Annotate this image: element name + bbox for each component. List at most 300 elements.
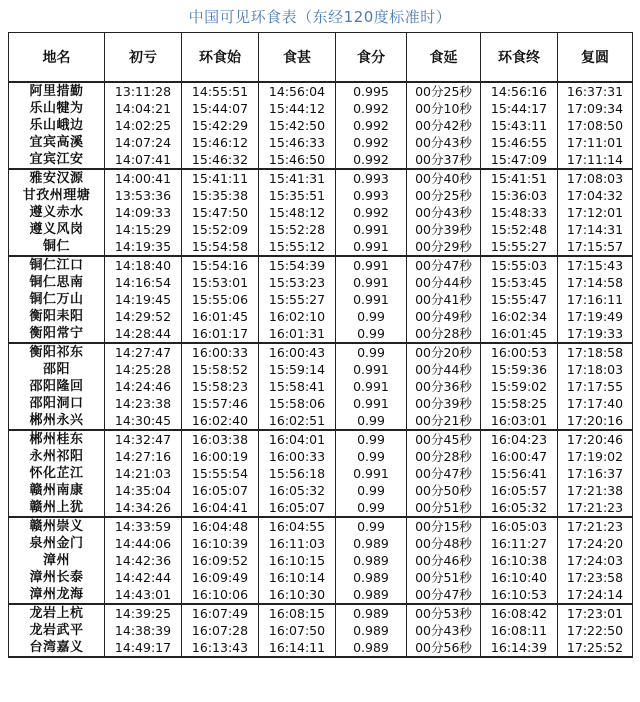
- cell-last-contact: 17:16:37: [558, 465, 633, 482]
- cell-magnitude: 0.991: [336, 378, 407, 395]
- cell-first-contact: 14:00:41: [105, 169, 182, 187]
- cell-maximum: 15:41:31: [259, 169, 336, 187]
- cell-maximum: 15:56:18: [259, 465, 336, 482]
- cell-magnitude: 0.99: [336, 482, 407, 499]
- cell-first-contact: 14:24:46: [105, 378, 182, 395]
- cell-first-contact: 14:04:21: [105, 100, 182, 117]
- cell-first-contact: 14:32:47: [105, 430, 182, 448]
- cell-first-contact: 14:25:28: [105, 361, 182, 378]
- cell-last-contact: 16:37:31: [558, 82, 633, 100]
- cell-first-contact: 14:35:04: [105, 482, 182, 499]
- table-row: [9, 412, 633, 430]
- cell-annular-end: 16:14:39: [481, 639, 558, 657]
- cell-annular-start: 16:10:39: [182, 535, 259, 552]
- cell-maximum: 15:58:41: [259, 378, 336, 395]
- cell-last-contact: 17:23:01: [558, 604, 633, 622]
- cell-last-contact: 17:11:14: [558, 151, 633, 169]
- cell-maximum: 16:04:55: [259, 517, 336, 535]
- cell-duration: 00分48秒: [407, 535, 481, 552]
- cell-location: 邵阳洞口: [9, 395, 105, 412]
- table-title: 中国可见环食表（东经120度标准时）: [188, 8, 452, 26]
- cell-magnitude: 0.991: [336, 221, 407, 238]
- cell-maximum: 15:42:50: [259, 117, 336, 134]
- cell-annular-start: 16:10:06: [182, 586, 259, 604]
- cell-annular-end: 15:56:41: [481, 465, 558, 482]
- cell-first-contact: 14:28:44: [105, 325, 182, 343]
- cell-duration: 00分28秒: [407, 325, 481, 343]
- header-first-contact: 初亏: [105, 33, 182, 83]
- cell-location: 泉州金门: [9, 535, 105, 552]
- cell-annular-start: 16:03:38: [182, 430, 259, 448]
- cell-magnitude: 0.99: [336, 517, 407, 535]
- cell-maximum: 14:56:04: [259, 82, 336, 100]
- cell-magnitude: 0.991: [336, 361, 407, 378]
- cell-duration: 00分47秒: [407, 586, 481, 604]
- cell-annular-end: 15:58:25: [481, 395, 558, 412]
- cell-maximum: 15:44:12: [259, 100, 336, 117]
- cell-magnitude: 0.992: [336, 204, 407, 221]
- header-row: [9, 33, 633, 83]
- cell-first-contact: 14:30:45: [105, 412, 182, 430]
- cell-annular-end: 16:03:01: [481, 412, 558, 430]
- cell-first-contact: 14:15:29: [105, 221, 182, 238]
- table-row: [9, 361, 633, 378]
- cell-magnitude: 0.991: [336, 256, 407, 274]
- cell-location: 漳州龙海: [9, 586, 105, 604]
- cell-first-contact: 14:42:44: [105, 569, 182, 586]
- cell-duration: 00分29秒: [407, 238, 481, 256]
- header-last-contact: 复圆: [558, 33, 633, 83]
- cell-magnitude: 0.989: [336, 569, 407, 586]
- cell-first-contact: 14:34:26: [105, 499, 182, 517]
- cell-last-contact: 17:08:50: [558, 117, 633, 134]
- cell-annular-start: 15:53:01: [182, 274, 259, 291]
- cell-first-contact: 13:11:28: [105, 82, 182, 100]
- cell-magnitude: 0.991: [336, 465, 407, 482]
- cell-annular-start: 15:46:12: [182, 134, 259, 151]
- cell-last-contact: 17:24:14: [558, 586, 633, 604]
- cell-annular-start: 16:05:07: [182, 482, 259, 499]
- cell-annular-end: 16:00:53: [481, 343, 558, 361]
- cell-magnitude: 0.991: [336, 291, 407, 308]
- table-row: [9, 378, 633, 395]
- cell-maximum: 15:55:12: [259, 238, 336, 256]
- cell-annular-start: 16:07:49: [182, 604, 259, 622]
- cell-duration: 00分28秒: [407, 448, 481, 465]
- cell-annular-start: 15:58:23: [182, 378, 259, 395]
- cell-duration: 00分36秒: [407, 378, 481, 395]
- table-row: [9, 343, 633, 361]
- cell-first-contact: 14:07:24: [105, 134, 182, 151]
- table-row: [9, 395, 633, 412]
- cell-maximum: 16:14:11: [259, 639, 336, 657]
- cell-last-contact: 17:17:55: [558, 378, 633, 395]
- table-row: [9, 517, 633, 535]
- table-row: [9, 448, 633, 465]
- cell-magnitude: 0.99: [336, 325, 407, 343]
- table-row: [9, 552, 633, 569]
- table-header: [9, 33, 633, 83]
- cell-first-contact: 14:27:16: [105, 448, 182, 465]
- cell-location: 衡阳耒阳: [9, 308, 105, 325]
- cell-last-contact: 17:19:49: [558, 308, 633, 325]
- table-row: [9, 221, 633, 238]
- cell-annular-start: 15:35:38: [182, 187, 259, 204]
- cell-maximum: 15:55:27: [259, 291, 336, 308]
- cell-annular-end: 16:05:57: [481, 482, 558, 499]
- cell-magnitude: 0.992: [336, 151, 407, 169]
- cell-maximum: 15:53:23: [259, 274, 336, 291]
- cell-annular-start: 15:47:50: [182, 204, 259, 221]
- cell-annular-start: 16:02:40: [182, 412, 259, 430]
- cell-duration: 00分51秒: [407, 569, 481, 586]
- table-row: [9, 325, 633, 343]
- cell-magnitude: 0.991: [336, 395, 407, 412]
- cell-annular-start: 15:46:32: [182, 151, 259, 169]
- header-annular-start: 环食始: [182, 33, 259, 83]
- cell-maximum: 16:05:32: [259, 482, 336, 499]
- cell-last-contact: 17:08:03: [558, 169, 633, 187]
- cell-last-contact: 17:20:46: [558, 430, 633, 448]
- cell-maximum: 15:35:51: [259, 187, 336, 204]
- header-magnitude: 食分: [336, 33, 407, 83]
- cell-annular-start: 15:55:54: [182, 465, 259, 482]
- cell-magnitude: 0.993: [336, 169, 407, 187]
- table-row: [9, 535, 633, 552]
- cell-duration: 00分47秒: [407, 465, 481, 482]
- cell-annular-end: 15:59:02: [481, 378, 558, 395]
- cell-duration: 00分37秒: [407, 151, 481, 169]
- cell-magnitude: 0.995: [336, 82, 407, 100]
- cell-annular-start: 15:52:09: [182, 221, 259, 238]
- cell-duration: 00分25秒: [407, 187, 481, 204]
- cell-maximum: 15:59:14: [259, 361, 336, 378]
- cell-first-contact: 14:07:41: [105, 151, 182, 169]
- cell-last-contact: 17:19:33: [558, 325, 633, 343]
- cell-last-contact: 17:19:02: [558, 448, 633, 465]
- cell-annular-start: 16:07:28: [182, 622, 259, 639]
- cell-maximum: 16:07:50: [259, 622, 336, 639]
- cell-first-contact: 14:16:54: [105, 274, 182, 291]
- cell-maximum: 16:01:31: [259, 325, 336, 343]
- cell-last-contact: 17:11:01: [558, 134, 633, 151]
- cell-last-contact: 17:24:20: [558, 535, 633, 552]
- cell-annular-end: 16:04:23: [481, 430, 558, 448]
- cell-annular-end: 16:01:45: [481, 325, 558, 343]
- table-row: [9, 586, 633, 604]
- cell-annular-end: 16:08:42: [481, 604, 558, 622]
- cell-maximum: 16:00:33: [259, 448, 336, 465]
- cell-last-contact: 17:21:23: [558, 517, 633, 535]
- cell-annular-start: 16:01:17: [182, 325, 259, 343]
- cell-last-contact: 17:21:23: [558, 499, 633, 517]
- cell-first-contact: 14:43:01: [105, 586, 182, 604]
- cell-last-contact: 17:14:58: [558, 274, 633, 291]
- cell-annular-end: 15:43:11: [481, 117, 558, 134]
- cell-location: 甘孜州理塘: [9, 187, 105, 204]
- cell-annular-end: 16:10:40: [481, 569, 558, 586]
- cell-duration: 00分15秒: [407, 517, 481, 535]
- cell-duration: 00分49秒: [407, 308, 481, 325]
- cell-maximum: 16:02:10: [259, 308, 336, 325]
- eclipse-table: [8, 32, 633, 658]
- table-row: [9, 482, 633, 499]
- cell-last-contact: 17:12:01: [558, 204, 633, 221]
- cell-location: 邵阳: [9, 361, 105, 378]
- cell-annular-start: 15:57:46: [182, 395, 259, 412]
- cell-maximum: 16:10:15: [259, 552, 336, 569]
- cell-magnitude: 0.99: [336, 343, 407, 361]
- cell-duration: 00分46秒: [407, 552, 481, 569]
- cell-last-contact: 17:15:57: [558, 238, 633, 256]
- table-row: [9, 465, 633, 482]
- cell-annular-start: 16:09:49: [182, 569, 259, 586]
- cell-location: 台湾嘉义: [9, 639, 105, 657]
- cell-duration: 00分25秒: [407, 82, 481, 100]
- cell-duration: 00分40秒: [407, 169, 481, 187]
- cell-location: 龙岩上杭: [9, 604, 105, 622]
- cell-magnitude: 0.991: [336, 238, 407, 256]
- cell-magnitude: 0.993: [336, 187, 407, 204]
- cell-magnitude: 0.99: [336, 499, 407, 517]
- cell-maximum: 15:46:50: [259, 151, 336, 169]
- cell-last-contact: 17:16:11: [558, 291, 633, 308]
- cell-annular-end: 15:52:48: [481, 221, 558, 238]
- cell-last-contact: 17:18:58: [558, 343, 633, 361]
- cell-maximum: 16:05:07: [259, 499, 336, 517]
- cell-duration: 00分43秒: [407, 134, 481, 151]
- table-row: [9, 308, 633, 325]
- cell-annular-end: 14:56:16: [481, 82, 558, 100]
- cell-location: 郴州永兴: [9, 412, 105, 430]
- cell-duration: 00分51秒: [407, 499, 481, 517]
- table-row: [9, 204, 633, 221]
- cell-annular-end: 15:36:03: [481, 187, 558, 204]
- cell-location: 赣州南康: [9, 482, 105, 499]
- table-row: [9, 134, 633, 151]
- cell-duration: 00分47秒: [407, 256, 481, 274]
- cell-last-contact: 17:21:38: [558, 482, 633, 499]
- cell-magnitude: 0.99: [336, 308, 407, 325]
- table-row: [9, 151, 633, 169]
- cell-maximum: 16:08:15: [259, 604, 336, 622]
- cell-duration: 00分42秒: [407, 117, 481, 134]
- cell-last-contact: 17:14:31: [558, 221, 633, 238]
- cell-first-contact: 14:44:06: [105, 535, 182, 552]
- cell-annular-end: 16:10:53: [481, 586, 558, 604]
- cell-location: 宜宾高溪: [9, 134, 105, 151]
- table-row: [9, 430, 633, 448]
- table-row: [9, 569, 633, 586]
- cell-maximum: 15:52:28: [259, 221, 336, 238]
- cell-annular-start: 16:09:52: [182, 552, 259, 569]
- cell-annular-end: 15:46:55: [481, 134, 558, 151]
- cell-location: 铜仁江口: [9, 256, 105, 274]
- cell-annular-end: 16:10:38: [481, 552, 558, 569]
- table-row: [9, 169, 633, 187]
- cell-maximum: 16:10:30: [259, 586, 336, 604]
- cell-first-contact: 14:29:52: [105, 308, 182, 325]
- table-row: [9, 639, 633, 657]
- cell-duration: 00分53秒: [407, 604, 481, 622]
- cell-maximum: 16:11:03: [259, 535, 336, 552]
- cell-first-contact: 14:23:38: [105, 395, 182, 412]
- cell-location: 郴州桂东: [9, 430, 105, 448]
- cell-first-contact: 14:09:33: [105, 204, 182, 221]
- cell-duration: 00分39秒: [407, 395, 481, 412]
- header-annular-end: 环食终: [481, 33, 558, 83]
- cell-duration: 00分20秒: [407, 343, 481, 361]
- cell-duration: 00分56秒: [407, 639, 481, 657]
- cell-annular-start: 16:13:43: [182, 639, 259, 657]
- cell-duration: 00分10秒: [407, 100, 481, 117]
- cell-location: 龙岩武平: [9, 622, 105, 639]
- cell-annular-start: 15:54:16: [182, 256, 259, 274]
- cell-annular-end: 15:55:03: [481, 256, 558, 274]
- cell-annular-start: 16:00:19: [182, 448, 259, 465]
- cell-last-contact: 17:20:16: [558, 412, 633, 430]
- cell-location: 铜仁万山: [9, 291, 105, 308]
- table-row: [9, 117, 633, 134]
- cell-annular-start: 15:42:29: [182, 117, 259, 134]
- header-maximum: 食甚: [259, 33, 336, 83]
- cell-magnitude: 0.989: [336, 552, 407, 569]
- cell-annular-end: 15:59:36: [481, 361, 558, 378]
- cell-duration: 00分50秒: [407, 482, 481, 499]
- cell-first-contact: 14:39:25: [105, 604, 182, 622]
- cell-location: 乐山犍为: [9, 100, 105, 117]
- cell-first-contact: 14:19:45: [105, 291, 182, 308]
- cell-first-contact: 14:49:17: [105, 639, 182, 657]
- cell-annular-end: 15:48:33: [481, 204, 558, 221]
- table-row: [9, 187, 633, 204]
- cell-annular-end: 15:47:09: [481, 151, 558, 169]
- cell-last-contact: 17:15:43: [558, 256, 633, 274]
- cell-annular-end: 15:44:17: [481, 100, 558, 117]
- cell-duration: 00分41秒: [407, 291, 481, 308]
- cell-location: 漳州: [9, 552, 105, 569]
- cell-annular-end: 16:05:32: [481, 499, 558, 517]
- cell-first-contact: 14:02:25: [105, 117, 182, 134]
- cell-last-contact: 17:24:03: [558, 552, 633, 569]
- cell-first-contact: 14:38:39: [105, 622, 182, 639]
- cell-maximum: 15:54:39: [259, 256, 336, 274]
- cell-location: 永州祁阳: [9, 448, 105, 465]
- cell-magnitude: 0.991: [336, 274, 407, 291]
- table-row: [9, 256, 633, 274]
- cell-location: 遵义赤水: [9, 204, 105, 221]
- cell-duration: 00分44秒: [407, 361, 481, 378]
- cell-maximum: 15:58:06: [259, 395, 336, 412]
- cell-maximum: 16:10:14: [259, 569, 336, 586]
- cell-duration: 00分45秒: [407, 430, 481, 448]
- cell-maximum: 15:48:12: [259, 204, 336, 221]
- cell-annular-start: 15:55:06: [182, 291, 259, 308]
- cell-last-contact: 17:23:58: [558, 569, 633, 586]
- cell-location: 宜宾江安: [9, 151, 105, 169]
- cell-annular-start: 14:55:51: [182, 82, 259, 100]
- cell-magnitude: 0.992: [336, 117, 407, 134]
- cell-annular-start: 16:00:33: [182, 343, 259, 361]
- cell-annular-start: 16:01:45: [182, 308, 259, 325]
- cell-maximum: 15:46:33: [259, 134, 336, 151]
- cell-annular-end: 16:08:11: [481, 622, 558, 639]
- cell-annular-start: 16:04:48: [182, 517, 259, 535]
- cell-magnitude: 0.99: [336, 448, 407, 465]
- cell-location: 漳州长泰: [9, 569, 105, 586]
- cell-magnitude: 0.989: [336, 604, 407, 622]
- cell-magnitude: 0.989: [336, 622, 407, 639]
- cell-location: 衡阳常宁: [9, 325, 105, 343]
- cell-location: 雅安汉源: [9, 169, 105, 187]
- cell-location: 遵义风岗: [9, 221, 105, 238]
- cell-maximum: 16:00:43: [259, 343, 336, 361]
- cell-annular-end: 15:55:47: [481, 291, 558, 308]
- cell-maximum: 16:02:51: [259, 412, 336, 430]
- cell-location: 衡阳祁东: [9, 343, 105, 361]
- cell-location: 阿里措勤: [9, 82, 105, 100]
- cell-magnitude: 0.989: [336, 639, 407, 657]
- cell-duration: 00分44秒: [407, 274, 481, 291]
- cell-annular-end: 16:00:47: [481, 448, 558, 465]
- table-row: [9, 274, 633, 291]
- cell-annular-end: 16:02:34: [481, 308, 558, 325]
- cell-location: 赣州崇义: [9, 517, 105, 535]
- cell-duration: 00分21秒: [407, 412, 481, 430]
- cell-duration: 00分43秒: [407, 622, 481, 639]
- cell-magnitude: 0.992: [336, 134, 407, 151]
- cell-first-contact: 13:53:36: [105, 187, 182, 204]
- cell-annular-end: 15:41:51: [481, 169, 558, 187]
- table-row: [9, 622, 633, 639]
- cell-annular-start: 16:04:41: [182, 499, 259, 517]
- cell-location: 铜仁思南: [9, 274, 105, 291]
- cell-duration: 00分43秒: [407, 204, 481, 221]
- cell-last-contact: 17:22:50: [558, 622, 633, 639]
- table-row: [9, 82, 633, 100]
- cell-last-contact: 17:04:32: [558, 187, 633, 204]
- table-body: [9, 82, 633, 657]
- cell-last-contact: 17:18:03: [558, 361, 633, 378]
- cell-magnitude: 0.989: [336, 586, 407, 604]
- cell-first-contact: 14:42:36: [105, 552, 182, 569]
- cell-annular-start: 15:54:58: [182, 238, 259, 256]
- cell-annular-start: 15:58:52: [182, 361, 259, 378]
- table-row: [9, 100, 633, 117]
- cell-annular-end: 16:05:03: [481, 517, 558, 535]
- header-duration: 食延: [407, 33, 481, 83]
- cell-annular-start: 15:41:11: [182, 169, 259, 187]
- header-location: 地名: [9, 33, 105, 83]
- table-row: [9, 499, 633, 517]
- cell-first-contact: 14:21:03: [105, 465, 182, 482]
- cell-first-contact: 14:19:35: [105, 238, 182, 256]
- cell-annular-end: 15:53:45: [481, 274, 558, 291]
- cell-first-contact: 14:33:59: [105, 517, 182, 535]
- table-row: [9, 604, 633, 622]
- cell-maximum: 16:04:01: [259, 430, 336, 448]
- table-row: [9, 238, 633, 256]
- cell-magnitude: 0.99: [336, 430, 407, 448]
- cell-duration: 00分39秒: [407, 221, 481, 238]
- cell-annular-end: 15:55:27: [481, 238, 558, 256]
- table-row: [9, 291, 633, 308]
- cell-magnitude: 0.989: [336, 535, 407, 552]
- cell-magnitude: 0.99: [336, 412, 407, 430]
- cell-annular-start: 15:44:07: [182, 100, 259, 117]
- cell-location: 铜仁: [9, 238, 105, 256]
- cell-last-contact: 17:17:40: [558, 395, 633, 412]
